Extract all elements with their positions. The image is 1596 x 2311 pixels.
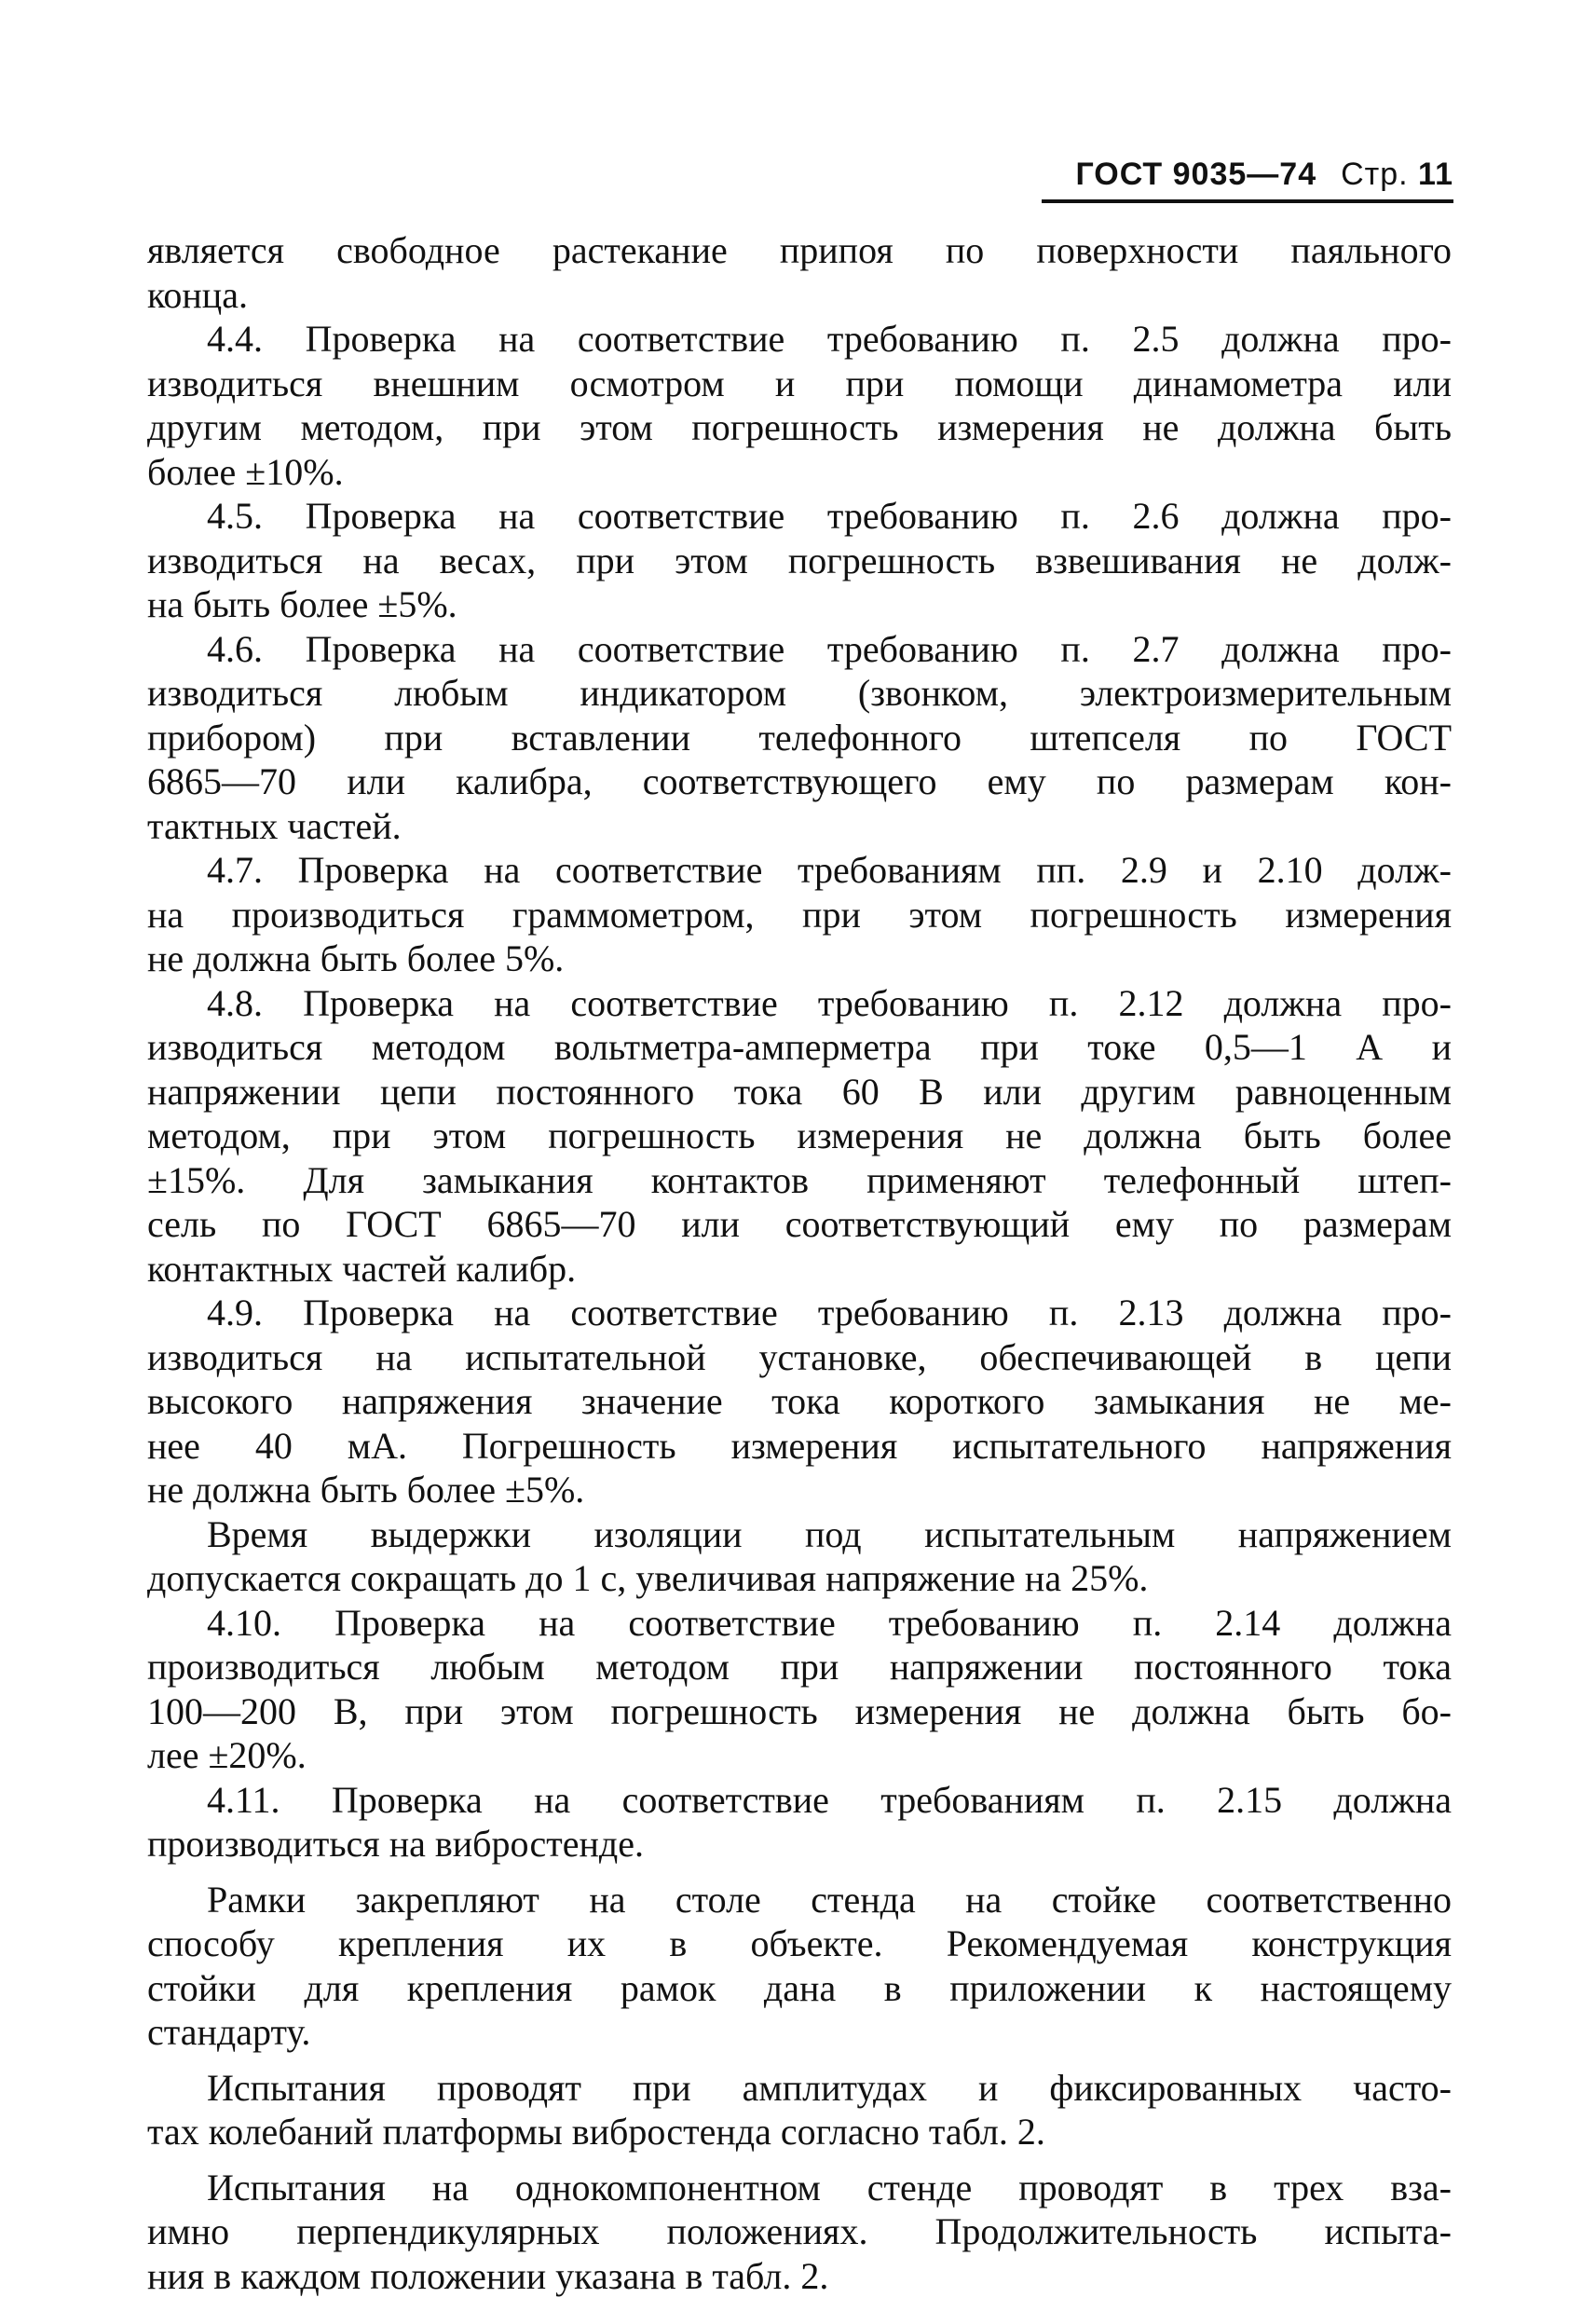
text-line: методом, при этом погрешность измерения не должна быть более — [147, 1114, 1452, 1156]
paragraph-4-8-line: 4.8. Проверка на соответствие требованию п. 2.12 должна про- — [207, 981, 1452, 1024]
paragraph-line: Время выдержки изоляции под испытательным напряжением — [207, 1512, 1452, 1555]
text-line: ния в каждом положении указана в табл. 2. — [147, 2254, 829, 2297]
paragraph-4-11-line: 4.11. Проверка на соответствие требованиям п. 2.15 должна — [207, 1778, 1452, 1821]
text-line: изводиться любым индикатором (звонком, электроизмерительным — [147, 672, 1452, 714]
paragraph-line: Рамки закрепляют на столе стенда на стойке соответственно — [207, 1878, 1452, 1921]
standard-number: ГОСТ 9035—74 — [1075, 157, 1317, 192]
paragraph-4-5-line: 4.5. Проверка на соответствие требованию п. 2.6 должна про- — [207, 495, 1452, 537]
text-line: производиться любым методом при напряжении постоянного тока — [147, 1646, 1452, 1688]
text-line: другим методом, при этом погрешность измерения не должна быть — [147, 406, 1452, 448]
text-line: лее ±20%. — [147, 1734, 307, 1776]
text-line: способу крепления их в объекте. Рекомендуемая конструкция — [147, 1922, 1452, 1964]
page-number: 11 — [1418, 157, 1453, 192]
paragraph-gap — [147, 2154, 1452, 2166]
paragraph-4-4-line: 4.4. Проверка на соответствие требованию п. 2.5 должна про- — [207, 318, 1452, 360]
text-line: контактных частей калибр. — [147, 1247, 577, 1290]
text-line: стандарту. — [147, 2011, 311, 2053]
text-line: изводиться методом вольтметра-амперметра при токе 0,5—1 А и — [147, 1026, 1452, 1068]
text-line: напряжении цепи постоянного тока 60 В или другим равноценным — [147, 1070, 1452, 1113]
text-line: изводиться на весах, при этом погрешность взвешивания не долж- — [147, 539, 1452, 581]
text-line: 100—200 В, при этом погрешность измерения не должна быть бо- — [147, 1689, 1452, 1732]
paragraph-line: Испытания на однокомпонентном стенде проводят в трех вза- — [207, 2166, 1452, 2208]
text-line: тактных частей. — [147, 804, 402, 847]
paragraph-4-9-line: 4.9. Проверка на соответствие требованию п. 2.13 должна про- — [207, 1292, 1452, 1333]
text-line: высокого напряжения значение тока короткого замыкания не ме- — [147, 1380, 1452, 1422]
text-line: конца. — [147, 273, 248, 316]
page-header — [1034, 157, 1453, 193]
text-line: прибором) при вставлении телефонного штепселя по ГОСТ — [147, 716, 1452, 759]
text-line: более ±10%. — [147, 450, 344, 493]
text-line: на быть более ±5%. — [147, 583, 457, 625]
text-line: сель по ГОСТ 6865—70 или соответствующий ему по размерам — [147, 1203, 1452, 1245]
text-line: не должна быть более ±5%. — [147, 1469, 585, 1511]
text-line: на производиться граммометром, при этом погрешность измерения — [147, 893, 1452, 936]
text-line: стойки для крепления рамок дана в приложении к настоящему — [147, 1966, 1452, 2009]
paragraph-4-6-line: 4.6. Проверка на соответствие требованию п. 2.7 должна про- — [207, 627, 1452, 670]
text-line: изводиться внешним осмотром и при помощи динамометра или — [147, 362, 1452, 404]
text-line: является свободное растекание припоя по поверхности паяльного — [147, 229, 1452, 271]
text-line: производиться на вибростенде. — [147, 1823, 645, 1865]
text-line: изводиться на испытательной установке, обеспечивающей в цепи — [147, 1335, 1452, 1378]
text-line: тах колебаний платформы вибростенда согласно табл. 2. — [147, 2111, 1045, 2153]
text-line: допускается сокращать до 1 с, увеличивая напряжение на 25%. — [147, 1557, 1149, 1599]
text-line: 6865—70 или калибра, соответствующего ему по размерам кон- — [147, 760, 1452, 802]
paragraph-4-7-line: 4.7. Проверка на соответствие требованиям пп. 2.9 и 2.10 долж- — [207, 849, 1452, 891]
paragraph-line: Испытания проводят при амплитудах и фиксированных часто- — [207, 2066, 1452, 2109]
text-line: нее 40 мА. Погрешность измерения испытательного напряжения — [147, 1424, 1452, 1467]
text-line: имно перпендикулярных положениях. Продолжительность испыта- — [147, 2210, 1452, 2252]
header-rule — [1042, 199, 1453, 203]
page-label: Стр. — [1341, 157, 1409, 192]
text-line: не должна быть более 5%. — [147, 937, 565, 979]
paragraph-4-10-line: 4.10. Проверка на соответствие требованию п. 2.14 должна — [207, 1601, 1452, 1644]
text-line: ±15%. Для замыкания контактов применяют телефонный штеп- — [147, 1158, 1452, 1201]
paragraph-gap — [147, 2055, 1452, 2066]
paragraph-gap — [147, 1867, 1452, 1878]
document-body — [147, 228, 1452, 2298]
